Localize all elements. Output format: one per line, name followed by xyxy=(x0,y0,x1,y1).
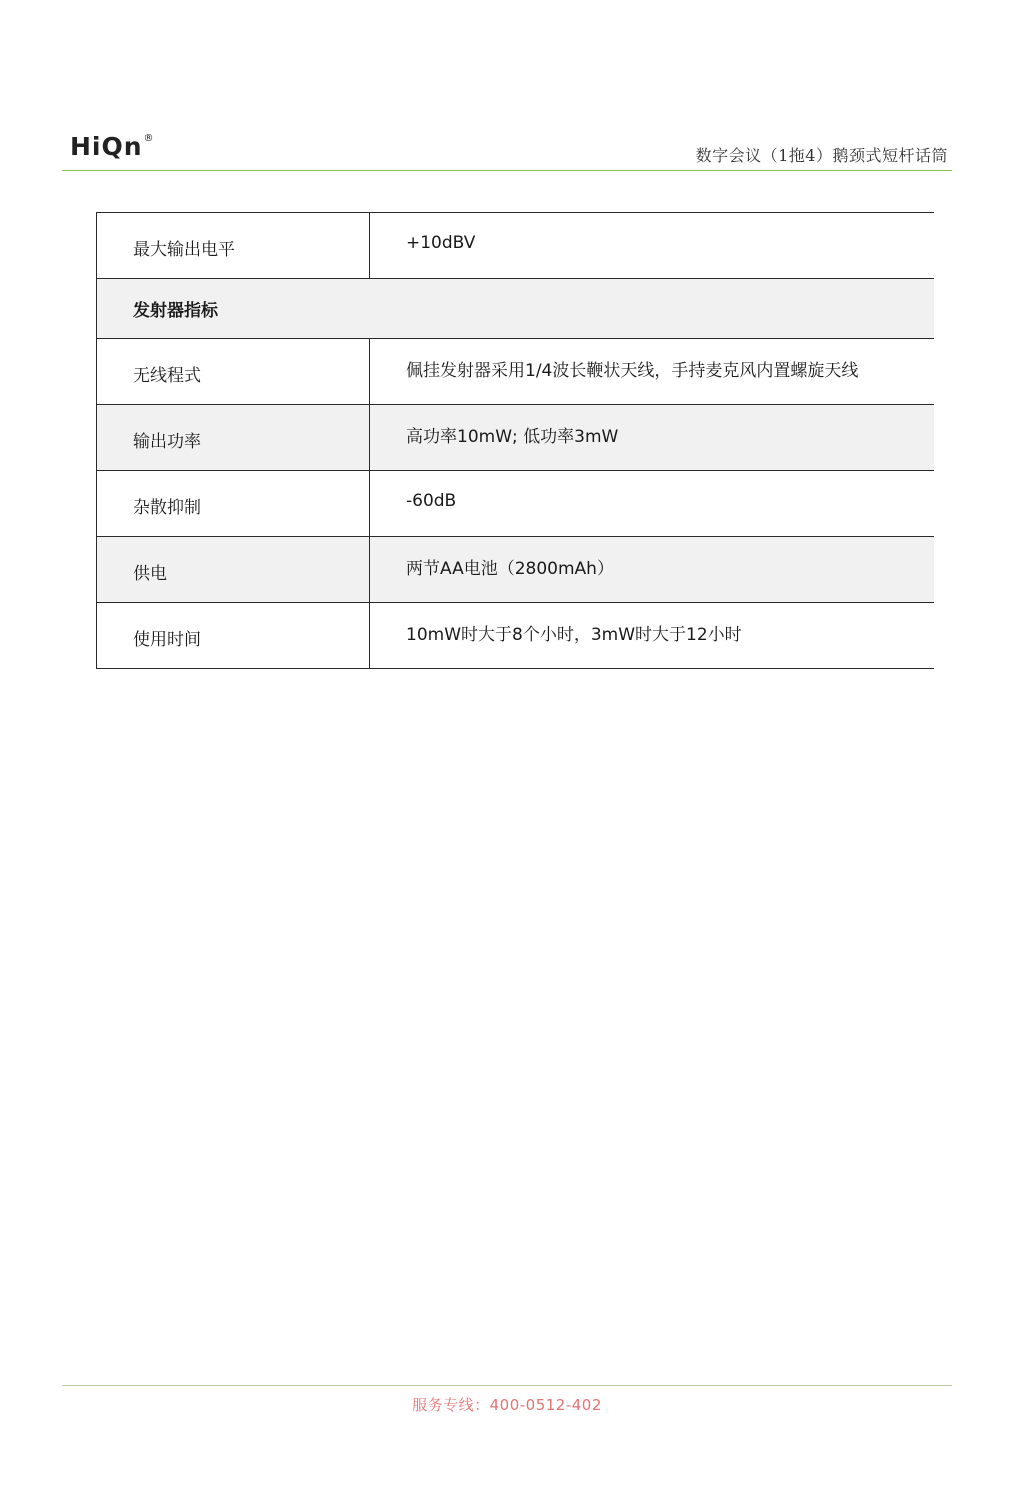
service-hotline: 服务专线：400-0512-402 xyxy=(412,1396,602,1414)
spec-value: -60dB xyxy=(370,471,935,537)
registered-mark: ® xyxy=(143,133,154,144)
spec-label: 供电 xyxy=(97,537,370,603)
spec-label: 最大输出电平 xyxy=(97,213,370,279)
document-title: 数字会议（1拖4）鹅颈式短杆话筒 xyxy=(695,146,948,165)
table-row xyxy=(97,603,935,669)
company-logo xyxy=(70,132,154,162)
section-heading: 发射器指标 xyxy=(97,279,935,339)
spec-value: +10dBV xyxy=(370,213,935,279)
page-footer xyxy=(62,1385,952,1414)
logo-text: HiQn xyxy=(70,132,143,161)
spec-label: 使用时间 xyxy=(97,603,370,669)
spec-label: 无线程式 xyxy=(97,339,370,405)
table-row xyxy=(97,405,935,471)
spec-label: 杂散抑制 xyxy=(97,471,370,537)
page-header xyxy=(62,130,952,171)
table-row xyxy=(97,471,935,537)
table-row xyxy=(97,339,935,405)
spec-value: 高功率10mW; 低功率3mW xyxy=(370,405,935,471)
spec-value: 两节AA电池（2800mAh） xyxy=(370,537,935,603)
spec-label: 输出功率 xyxy=(97,405,370,471)
spec-value: 佩挂发射器采用1/4波长鞭状天线，手持麦克风内置螺旋天线 xyxy=(370,339,935,405)
table-row xyxy=(97,537,935,603)
table-row xyxy=(97,213,935,279)
spec-value: 10mW时大于8个小时，3mW时大于12小时 xyxy=(370,603,935,669)
spec-table xyxy=(96,212,934,669)
section-row xyxy=(97,279,935,339)
